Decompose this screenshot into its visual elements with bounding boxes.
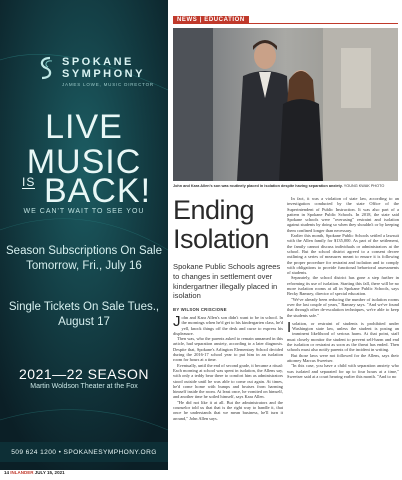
issue-date: JULY 15, 2021 — [34, 470, 65, 475]
body-paragraph: "In this case, you have a child with separation anxiety who was isolated and separated for up to four hours at a time," Sweetser said at a court hearing earlier this month. "And to no — [287, 363, 399, 379]
photo-caption — [173, 184, 398, 188]
ad-contact-bar[interactable]: 509 624 1200 • SPOKANESYMPHONY.ORG — [0, 442, 168, 462]
section-label: NEWS | EDUCATION — [173, 16, 249, 24]
ad-headline-back: BACK! — [44, 172, 152, 210]
body-paragraph: But those laws were not followed for the Allens, says their attorney Marcus Sweetser. — [287, 352, 399, 363]
body-paragraph: Separately, the school district has gone a step further in reforming its use of isolation. Starting this fall, there will be no more isolation rooms at all in Spokane Public Schools, says Becky Ramsey, director of special education. — [287, 275, 399, 297]
photo-credit: YOUNG KWAK PHOTO — [343, 184, 385, 188]
ad-headline-music: MUSIC — [26, 143, 142, 181]
dropcap-left: J — [173, 313, 181, 330]
brand-name-line2: SYMPHONY — [62, 68, 145, 80]
body-paragraph: In fact, it was a violation of state law, according to an investigation conducted by the state Office of the Superintendent of Public Instruction. It was also part of a pattern in Spokane Public Schools. In 2018, the state said Spokane schools were "overusing" restraint and isolation against students by doing so when they shouldn't or by keeping them confined longer than necessary. — [287, 196, 399, 233]
body-paragraph: ohn and Kara Allen's son didn't want to be in school. In the mornings when he'd get to his kindergarten class, he'd yell, knock things off the desk and curse to express his displeasure. — [173, 315, 283, 336]
brand-name-line1: SPOKANE — [62, 56, 134, 68]
headline-line1: Ending — [173, 195, 255, 225]
article-byline: BY WILSON CRISCIONE — [173, 307, 227, 312]
body-paragraph: Earlier this month, Spokane Public Schools settled a lawsuit with the Allen family for $135,000. As part of the settlement, the family cannot discuss individuals or administrators at the school. But the school district agreed to a consent decree outlining a series of measures meant to ensure it is following the proper procedure for restraint and isolation and to comply with obligations to provide functional behavioral assessments of students. — [287, 233, 399, 276]
symphony-logo-icon — [36, 56, 56, 80]
ad-slogan: WE CAN'T WAIT TO SEE YOU — [23, 208, 145, 215]
page-number: 14 — [4, 470, 10, 475]
article-photo — [173, 28, 398, 181]
ad-single-tickets: Single Tickets On Sale Tues., August 17 — [8, 301, 160, 328]
body-paragraph: "He did not like it at all. But the administrators and the counselor told us that that is the right way to handle it, that once he understands that we mean business, he'll turn it around," John Allen says. — [173, 399, 283, 421]
section-rule — [173, 23, 398, 24]
article-body-column-right — [287, 196, 399, 379]
caption-text: John and Kara Allen's son was routinely placed in isolation despite having separation anxiety. — [173, 184, 343, 188]
article-deck: Spokane Public Schools agrees to changes in settlement over kindergartner illegally placed in isolation — [173, 262, 281, 301]
article-body-column-left — [173, 314, 283, 421]
dropcap-right: I — [287, 318, 292, 336]
ad-venue: Martin Woldson Theater at the Fox — [30, 383, 138, 390]
ad-subscriptions: Season Subscriptions On Sale Tomorrow, Fri., July 16 — [6, 245, 162, 272]
couple-photo-illustration — [173, 28, 398, 181]
article-headline — [173, 196, 269, 254]
body-paragraph: Eventually, until the end of second grade, it became a ritual: Each morning at school was spent in isolation, the Allens say, with only a teddy bear there to comfort him as administrators stood outside until he was able to come out again. At times, he'd come home with bumps and bruises from harming himself inside the room. At least once, he vomited on himself, and another time he soiled himself, says Kara Allen. — [173, 362, 283, 400]
body-paragraph: "We've already been reducing the number of isolation rooms over the last couple of years," Ramsey says. "And we've found that through other de-escalation techniques, we're able to keep the students safe." — [287, 296, 399, 318]
page-folio — [4, 470, 65, 475]
body-paragraph: Then was, who the parents asked to remain unnamed in this article, had separation anxiety, according to a later diagnosis. Despite that, Spokane's Arlington Elementary School decided during the 2016-17 school year to put him in an isolation room for hours at a time. — [173, 336, 283, 363]
ad-season: 2021—22 SEASON — [19, 366, 149, 382]
ad-headline-is: IS — [22, 175, 36, 189]
brand-tagline: JAMES LOWE, MUSIC DIRECTOR — [62, 82, 154, 87]
publication-name: INLANDER — [10, 470, 34, 475]
ad-headline-live: LIVE — [45, 108, 123, 146]
symphony-advertisement[interactable] — [0, 0, 168, 470]
body-paragraph: solation, or restraint of students is prohibited under Washington state law, unless the student is posing an imminent likelihood of serious harm. At that point, staff must closely monitor the student to prevent self-harm and end the isolation or restraint as soon as the threat has ended. Then schools must also notify parents of the incident in writing. — [287, 320, 399, 353]
headline-line2: Isolation — [173, 224, 270, 254]
